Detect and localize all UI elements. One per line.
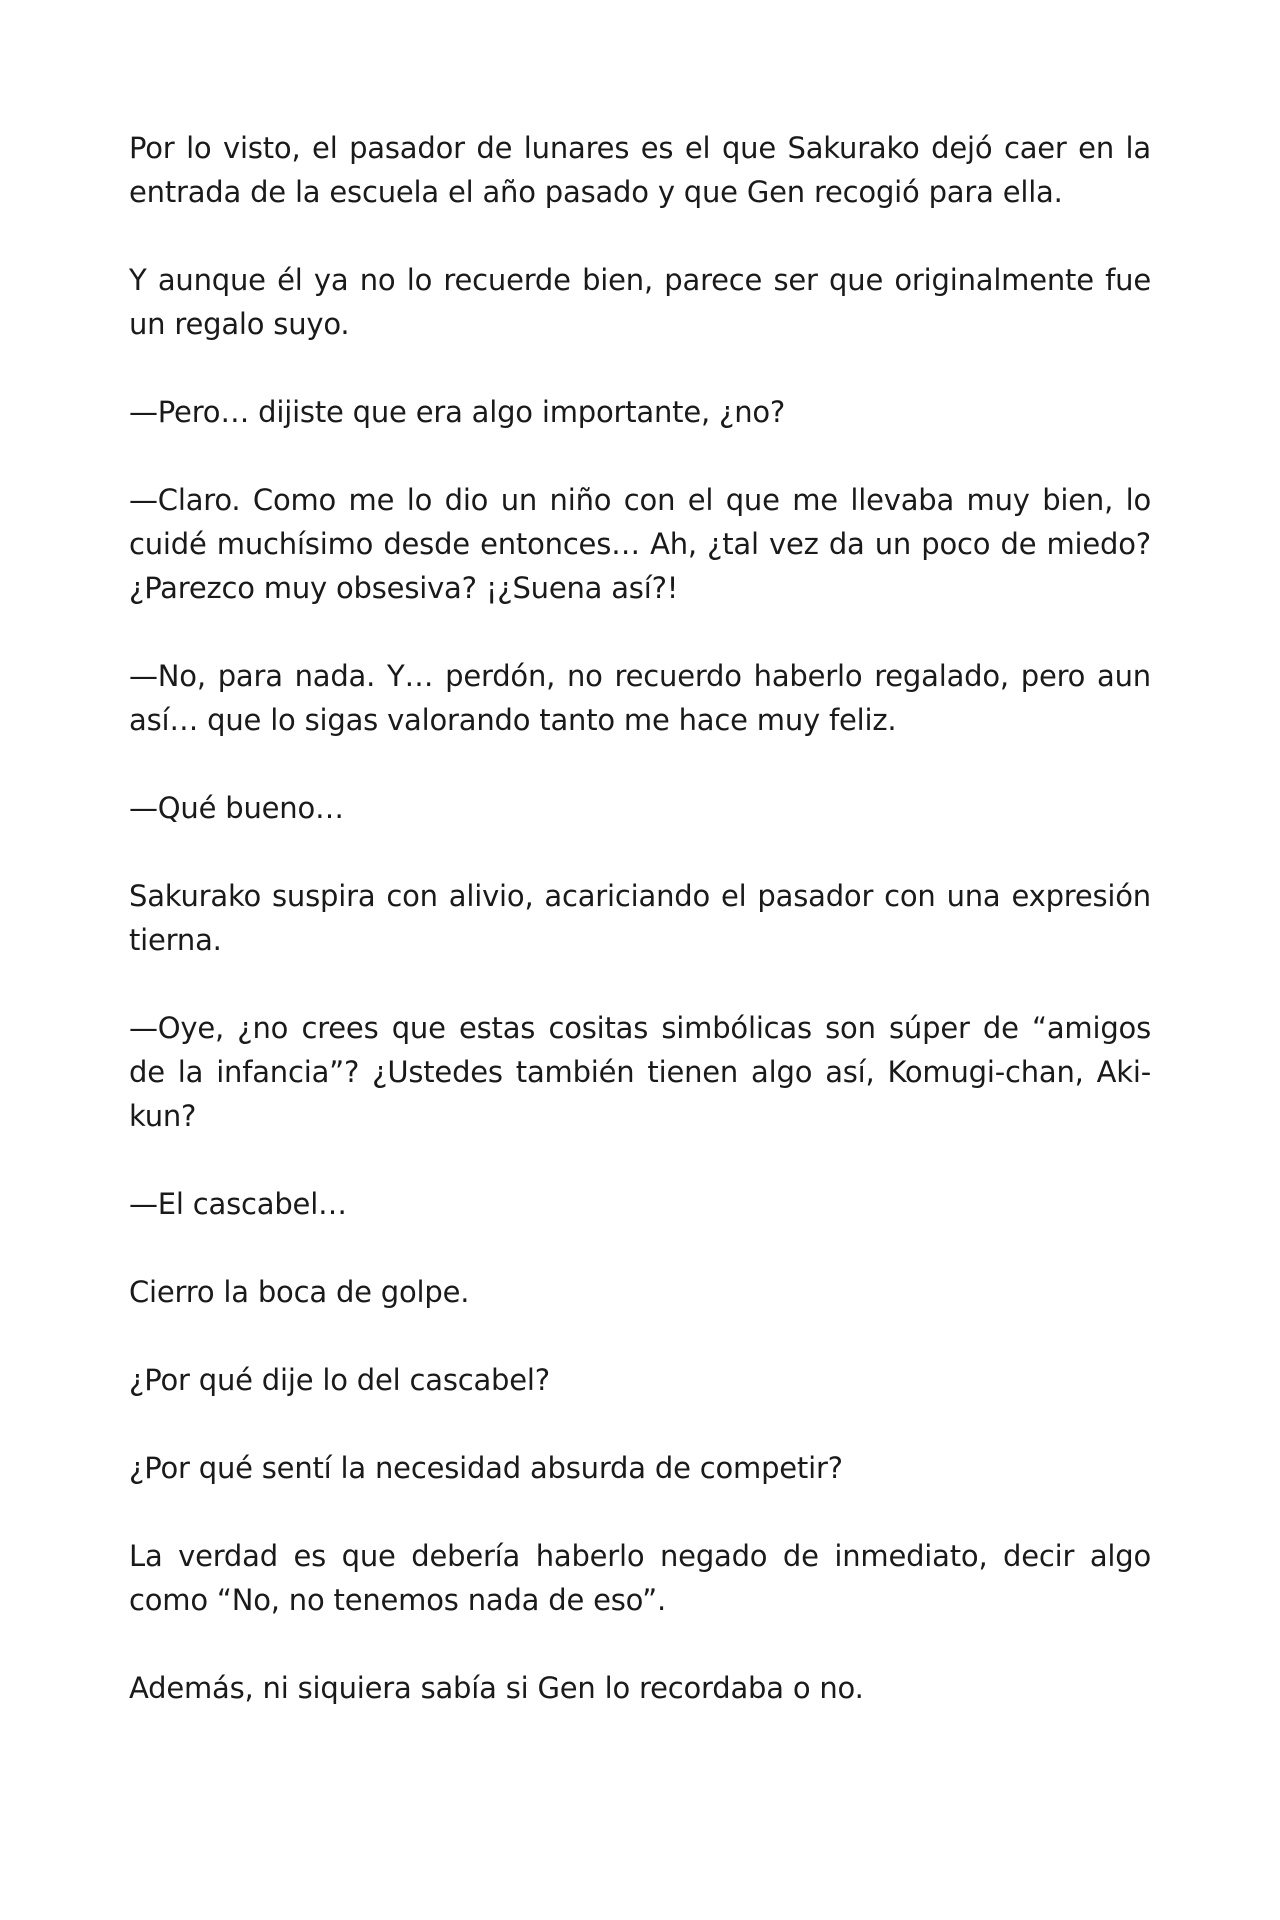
paragraph: ¿Por qué dije lo del cascabel? — [129, 1363, 550, 1397]
dialogue-paragraph: —El cascabel… — [129, 1187, 347, 1221]
document-page — [129, 126, 1151, 1710]
dialogue-paragraph: —Oye, ¿no crees que estas cositas simbólicas son súper de “amigos de la infancia”? ¿Ustedes también tienen algo así, Komugi-chan, Aki-kun? — [129, 1011, 1151, 1133]
paragraph: La verdad es que debería haberlo negado de inmediato, decir algo como “No, no tenemos nada de eso”. — [129, 1539, 1151, 1617]
dialogue-paragraph: —No, para nada. Y… perdón, no recuerdo haberlo regalado, pero aun así… que lo sigas valorando tanto me hace muy feliz. — [129, 659, 1151, 737]
paragraph: Y aunque él ya no lo recuerde bien, parece ser que originalmente fue un regalo suyo. — [129, 263, 1151, 341]
dialogue-paragraph: —Pero… dijiste que era algo importante, ¿no? — [129, 395, 786, 429]
paragraph: Cierro la boca de golpe. — [129, 1275, 470, 1309]
paragraph: Además, ni siquiera sabía si Gen lo recordaba o no. — [129, 1671, 864, 1705]
dialogue-paragraph: —Qué bueno… — [129, 791, 344, 825]
paragraph: Por lo visto, el pasador de lunares es el que Sakurako dejó caer en la entrada de la escuela el año pasado y que Gen recogió para ella. — [129, 131, 1151, 209]
paragraph: ¿Por qué sentí la necesidad absurda de competir? — [129, 1451, 843, 1485]
dialogue-paragraph: —Claro. Como me lo dio un niño con el que me llevaba muy bien, lo cuidé muchísimo desde entonces… Ah, ¿tal vez da un poco de miedo? ¿Parezco muy obsesiva? ¡¿Suena así?! — [129, 483, 1151, 605]
paragraph: Sakurako suspira con alivio, acariciando el pasador con una expresión tierna. — [129, 879, 1151, 957]
